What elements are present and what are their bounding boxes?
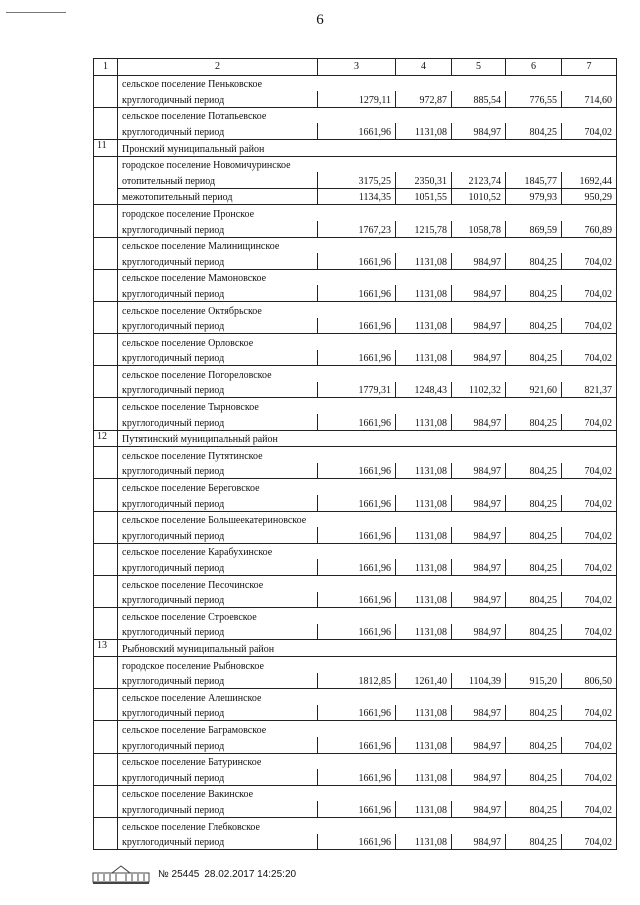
row-index [94,205,118,237]
settlement-row [94,156,617,172]
period-row [94,463,617,479]
value-cell: 1104,39 [452,673,506,689]
value-cell: 1131,08 [396,318,452,334]
period-label: круглогодичный период [118,495,318,511]
value-cell: 704,02 [562,463,617,479]
settlement-row [94,398,617,414]
settlement-name: городское поселение Пронское [118,205,617,221]
value-cell: 804,25 [506,463,562,479]
settlement-name: сельское поселение Береговское [118,479,617,495]
value-cell: 804,25 [506,350,562,366]
value-cell: 704,02 [562,495,617,511]
settlement-name: сельское поселение Карабухинское [118,543,617,559]
period-label: круглогодичный период [118,673,318,689]
value-cell: 1279,11 [318,91,396,107]
period-row [94,123,617,139]
district-row [94,139,617,156]
header-cell: 1 [94,59,118,76]
value-cell: 806,50 [562,673,617,689]
value-cell: 804,25 [506,527,562,543]
header-cell: 5 [452,59,506,76]
settlement-row [94,656,617,672]
value-cell: 984,97 [452,123,506,139]
row-index: 13 [94,640,118,657]
settlement-name: Рыбновский муниципальный район [118,640,617,657]
settlement-name: сельское поселение Тырновское [118,398,617,414]
value-cell: 915,20 [506,673,562,689]
row-index [94,576,118,608]
value-cell: 1661,96 [318,559,396,575]
settlement-name: сельское поселение Пеньковское [118,75,617,91]
value-cell: 1661,96 [318,123,396,139]
value-cell: 804,25 [506,592,562,608]
value-cell: 1661,96 [318,414,396,430]
period-label: круглогодичный период [118,801,318,817]
row-index [94,543,118,575]
value-cell: 1661,96 [318,624,396,640]
value-cell: 1131,08 [396,414,452,430]
value-cell: 885,54 [452,91,506,107]
settlement-name: сельское поселение Алешинское [118,689,617,705]
period-row [94,673,617,689]
value-cell: 1131,08 [396,801,452,817]
period-label: круглогодичный период [118,559,318,575]
period-row [94,559,617,575]
row-index [94,237,118,269]
value-cell: 1661,96 [318,705,396,721]
period-label: круглогодичный период [118,834,318,850]
row-index [94,656,118,688]
settlement-row [94,205,617,221]
value-cell: 1812,85 [318,673,396,689]
value-cell: 776,55 [506,91,562,107]
value-cell: 1102,32 [452,382,506,398]
value-cell: 760,89 [562,221,617,237]
settlement-row [94,447,617,463]
value-cell: 1051,55 [396,188,452,205]
value-cell: 984,97 [452,834,506,850]
value-cell: 704,02 [562,834,617,850]
value-cell: 984,97 [452,495,506,511]
settlement-name: Путятинский муниципальный район [118,430,617,447]
settlement-row [94,689,617,705]
value-cell: 1131,08 [396,123,452,139]
value-cell: 984,97 [452,592,506,608]
value-cell: 804,25 [506,769,562,785]
period-row [94,285,617,301]
period-row [94,801,617,817]
settlement-row [94,479,617,495]
period-label: круглогодичный период [118,285,318,301]
value-cell: 704,02 [562,592,617,608]
value-cell: 804,25 [506,801,562,817]
period-label: круглогодичный период [118,737,318,753]
value-cell: 984,97 [452,527,506,543]
settlement-row [94,301,617,317]
period-row [94,414,617,430]
row-index [94,269,118,301]
value-cell: 804,25 [506,253,562,269]
value-cell: 984,97 [452,285,506,301]
settlement-row [94,608,617,624]
value-cell: 704,02 [562,527,617,543]
period-row [94,350,617,366]
value-cell: 804,25 [506,705,562,721]
row-index [94,398,118,430]
value-cell: 950,29 [562,188,617,205]
value-cell: 972,87 [396,91,452,107]
settlement-name: сельское поселение Песочинское [118,576,617,592]
value-cell: 2350,31 [396,172,452,188]
value-cell: 1131,08 [396,834,452,850]
value-cell: 1248,43 [396,382,452,398]
value-cell: 3175,25 [318,172,396,188]
page-number: 6 [316,12,324,28]
header-cell: 4 [396,59,452,76]
period-row [94,834,617,850]
row-index: 12 [94,430,118,447]
value-cell: 979,93 [506,188,562,205]
value-cell: 804,25 [506,414,562,430]
row-index [94,301,118,333]
value-cell: 984,97 [452,318,506,334]
period-label: круглогодичный период [118,705,318,721]
value-cell: 704,02 [562,123,617,139]
value-cell: 704,02 [562,705,617,721]
value-cell: 1131,08 [396,769,452,785]
row-index [94,689,118,721]
value-cell: 704,02 [562,414,617,430]
settlement-name: сельское поселение Мамоновское [118,269,617,285]
settlement-row [94,269,617,285]
value-cell: 1131,08 [396,705,452,721]
value-cell: 984,97 [452,253,506,269]
building-stamp-icon [92,864,150,884]
settlement-row [94,237,617,253]
value-cell: 1845,77 [506,172,562,188]
period-label: круглогодичный период [118,253,318,269]
settlement-name: сельское поселение Строевское [118,608,617,624]
doc-number: № 25445 [158,868,200,880]
period-label: круглогодичный период [118,123,318,139]
settlement-row [94,366,617,382]
period-row [94,318,617,334]
period-row [94,382,617,398]
value-cell: 1010,52 [452,188,506,205]
value-cell: 1661,96 [318,834,396,850]
settlement-row [94,511,617,527]
settlement-row [94,785,617,801]
value-cell: 1661,96 [318,318,396,334]
tariff-table [93,58,617,850]
settlement-name: сельское поселение Орловское [118,334,617,350]
value-cell: 1131,08 [396,737,452,753]
period-row [94,624,617,640]
settlement-row [94,107,617,123]
row-index [94,721,118,753]
period-row [94,253,617,269]
value-cell: 1661,96 [318,592,396,608]
value-cell: 984,97 [452,350,506,366]
settlement-name: сельское поселение Путятинское [118,447,617,463]
value-cell: 704,02 [562,559,617,575]
row-index [94,334,118,366]
value-cell: 1131,08 [396,527,452,543]
value-cell: 1692,44 [562,172,617,188]
value-cell: 984,97 [452,624,506,640]
value-cell: 1661,96 [318,285,396,301]
settlement-row [94,576,617,592]
footer [92,864,296,884]
value-cell: 984,97 [452,414,506,430]
period-label: круглогодичный период [118,527,318,543]
value-cell: 804,25 [506,624,562,640]
value-cell: 1261,40 [396,673,452,689]
settlement-name: сельское поселение Батуринское [118,753,617,769]
period-label: круглогодичный период [118,414,318,430]
value-cell: 1134,35 [318,188,396,205]
value-cell: 1661,96 [318,737,396,753]
row-index [94,447,118,479]
value-cell: 984,97 [452,737,506,753]
value-cell: 704,02 [562,769,617,785]
row-index [94,785,118,817]
value-cell: 1131,08 [396,495,452,511]
value-cell: 804,25 [506,495,562,511]
period-label: круглогодичный период [118,769,318,785]
value-cell: 804,25 [506,285,562,301]
value-cell: 1215,78 [396,221,452,237]
value-cell: 1661,96 [318,350,396,366]
period-row [94,737,617,753]
row-index [94,479,118,511]
settlement-name: сельское поселение Погореловское [118,366,617,382]
value-cell: 1767,23 [318,221,396,237]
settlement-name: Пронский муниципальный район [118,139,617,156]
value-cell: 704,02 [562,350,617,366]
value-cell: 1131,08 [396,592,452,608]
value-cell: 704,02 [562,801,617,817]
period-row [94,495,617,511]
value-cell: 804,25 [506,834,562,850]
row-index [94,366,118,398]
period-label: круглогодичный период [118,463,318,479]
value-cell: 1131,08 [396,285,452,301]
period-row [94,592,617,608]
value-cell: 804,25 [506,318,562,334]
value-cell: 1779,31 [318,382,396,398]
period-label: круглогодичный период [118,382,318,398]
value-cell: 1661,96 [318,253,396,269]
value-cell: 921,60 [506,382,562,398]
table-header-row [94,59,617,76]
settlement-row [94,721,617,737]
value-cell: 2123,74 [452,172,506,188]
period-row [94,188,617,205]
settlement-name: сельское поселение Вакинское [118,785,617,801]
value-cell: 1661,96 [318,463,396,479]
row-index [94,156,118,205]
period-label: отопительный период [118,172,318,188]
period-label: круглогодичный период [118,318,318,334]
settlement-name: сельское поселение Баграмовское [118,721,617,737]
value-cell: 704,02 [562,253,617,269]
period-label: круглогодичный период [118,221,318,237]
row-index [94,107,118,139]
row-index [94,608,118,640]
settlement-row [94,543,617,559]
header-cell: 6 [506,59,562,76]
value-cell: 804,25 [506,123,562,139]
settlement-name: городское поселение Рыбновское [118,656,617,672]
value-cell: 1131,08 [396,624,452,640]
value-cell: 984,97 [452,705,506,721]
period-label: межотопительный период [118,188,318,205]
settlement-name: сельское поселение Октябрьское [118,301,617,317]
value-cell: 704,02 [562,318,617,334]
value-cell: 1131,08 [396,559,452,575]
tariff-table-body [94,59,617,850]
settlement-row [94,75,617,91]
value-cell: 1131,08 [396,253,452,269]
value-cell: 984,97 [452,559,506,575]
period-row [94,527,617,543]
value-cell: 1131,08 [396,350,452,366]
settlement-name: сельское поселение Большеекатериновское [118,511,617,527]
settlement-row [94,334,617,350]
value-cell: 704,02 [562,624,617,640]
period-row [94,705,617,721]
district-row [94,640,617,657]
row-index [94,817,118,849]
header-cell: 7 [562,59,617,76]
district-row [94,430,617,447]
period-label: круглогодичный период [118,91,318,107]
value-cell: 804,25 [506,737,562,753]
settlement-name: сельское поселение Малинищинское [118,237,617,253]
value-cell: 1661,96 [318,527,396,543]
value-cell: 984,97 [452,463,506,479]
value-cell: 1661,96 [318,801,396,817]
value-cell: 869,59 [506,221,562,237]
period-row [94,221,617,237]
header-cell: 2 [118,59,318,76]
value-cell: 821,37 [562,382,617,398]
value-cell: 984,97 [452,801,506,817]
value-cell: 1131,08 [396,463,452,479]
row-index [94,75,118,107]
value-cell: 1661,96 [318,769,396,785]
period-label: круглогодичный период [118,624,318,640]
row-index [94,753,118,785]
row-index [94,511,118,543]
doc-datetime: 28.02.2017 14:25:20 [204,868,297,880]
settlement-row [94,817,617,833]
value-cell: 984,97 [452,769,506,785]
value-cell: 704,02 [562,285,617,301]
period-row [94,91,617,107]
settlement-row [94,753,617,769]
period-row [94,769,617,785]
value-cell: 704,02 [562,737,617,753]
value-cell: 804,25 [506,559,562,575]
settlement-name: городское поселение Новомичуринское [118,156,617,172]
settlement-name: сельское поселение Потапьевское [118,107,617,123]
value-cell: 1058,78 [452,221,506,237]
header-cell: 3 [318,59,396,76]
settlement-name: сельское поселение Глебковское [118,817,617,833]
value-cell: 714,60 [562,91,617,107]
period-row [94,172,617,188]
value-cell: 1661,96 [318,495,396,511]
row-index: 11 [94,139,118,156]
period-label: круглогодичный период [118,350,318,366]
period-label: круглогодичный период [118,592,318,608]
